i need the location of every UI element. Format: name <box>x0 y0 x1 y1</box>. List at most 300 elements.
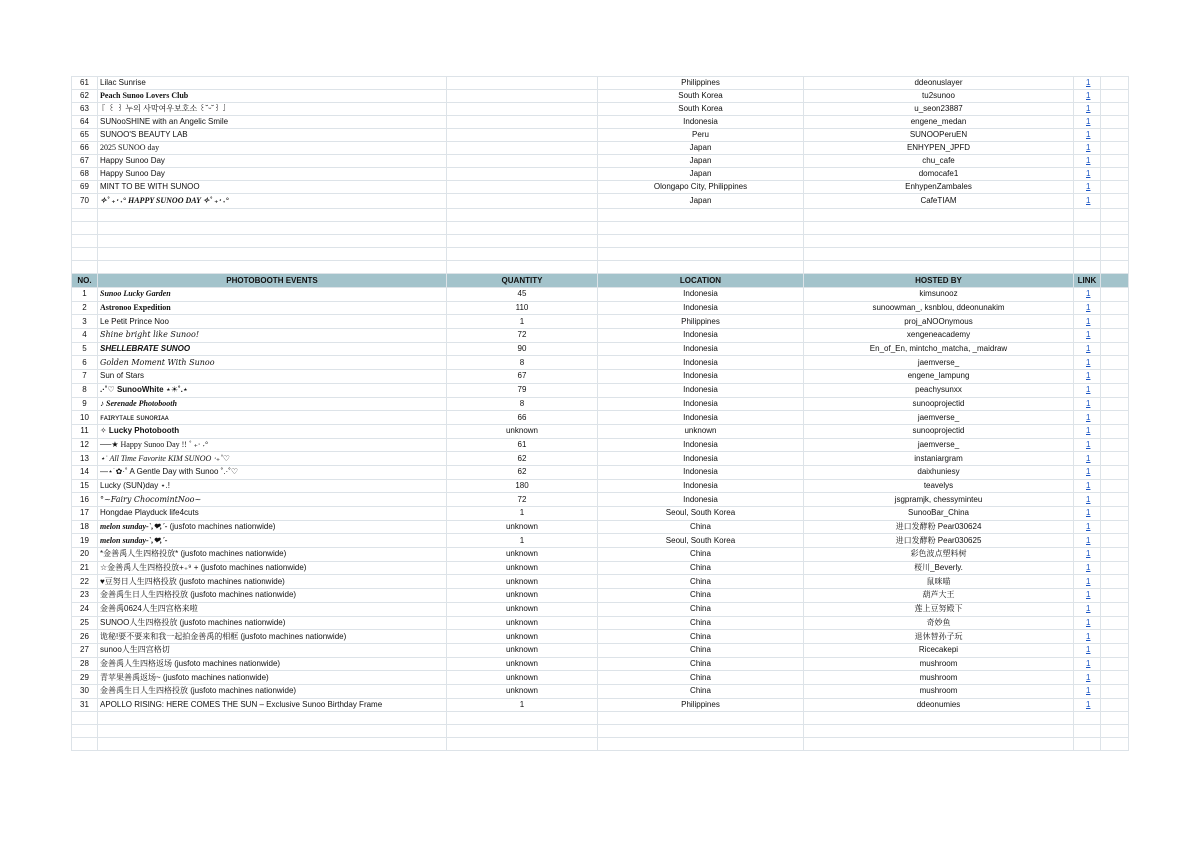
event-name <box>98 465 447 479</box>
blank-row <box>72 248 1129 261</box>
table-row <box>72 671 1129 685</box>
blank-row <box>72 235 1129 248</box>
event-name <box>98 643 447 657</box>
spreadsheet <box>71 76 1128 751</box>
empty-cell <box>1074 222 1101 235</box>
empty-cell <box>1101 315 1129 329</box>
link-cell <box>1074 288 1101 302</box>
quantity-cell: 62 <box>447 452 598 466</box>
table-row <box>72 181 1129 194</box>
table-row <box>72 370 1129 384</box>
event-link[interactable]: 1 <box>1086 156 1091 165</box>
row-number: 61 <box>72 77 98 90</box>
host-cell: 鼠咪喵 <box>804 575 1074 589</box>
link-cell <box>1074 168 1101 181</box>
empty-cell <box>1101 479 1129 493</box>
host-cell: instaniargram <box>804 452 1074 466</box>
host-cell: chu_cafe <box>804 155 1074 168</box>
row-number: 67 <box>72 155 98 168</box>
row-number: 13 <box>72 452 98 466</box>
event-link[interactable]: 1 <box>1086 631 1091 641</box>
event-name-text: 诡秘!要不要来和我一起拍金善禹的相框 (jusfoto machines nationwide) <box>100 631 347 641</box>
event-name-text: Le Petit Prince Noo <box>100 316 169 326</box>
link-cell <box>1074 561 1101 575</box>
event-link[interactable]: 1 <box>1086 398 1091 408</box>
table-row <box>72 465 1129 479</box>
empty-cell <box>1101 194 1129 209</box>
host-cell: daixhuniesy <box>804 465 1074 479</box>
row-number: 8 <box>72 383 98 397</box>
event-link[interactable]: 1 <box>1086 426 1091 436</box>
empty-cell <box>1101 493 1129 507</box>
event-name-text: ✧ Lucky Photobooth <box>100 426 180 436</box>
location-cell: Seoul, South Korea <box>598 534 804 548</box>
empty-cell <box>447 235 598 248</box>
event-name-text: 金善禹生日人生四格投放 (jusfoto machines nationwide) <box>100 590 297 600</box>
event-link[interactable]: 1 <box>1086 563 1091 573</box>
quantity-cell: unknown <box>447 575 598 589</box>
host-cell: ENHYPEN_JPFD <box>804 142 1074 155</box>
location-cell: Indonesia <box>598 452 804 466</box>
event-link[interactable]: 1 <box>1086 467 1091 477</box>
row-number: 25 <box>72 616 98 630</box>
empty-cell <box>98 261 447 274</box>
empty-cell <box>72 222 98 235</box>
event-link[interactable]: 1 <box>1086 699 1091 709</box>
header-link: LINK <box>1074 274 1101 288</box>
table-row <box>72 288 1129 302</box>
link-cell <box>1074 548 1101 562</box>
event-name <box>98 397 447 411</box>
event-link[interactable]: 1 <box>1086 303 1091 313</box>
row-number: 30 <box>72 684 98 698</box>
empty-cell <box>1101 589 1129 603</box>
event-name-text: 2025 SUNOO day <box>100 143 160 152</box>
location-cell: Japan <box>598 155 804 168</box>
event-name <box>98 520 447 534</box>
quantity-cell: 8 <box>447 356 598 370</box>
link-cell <box>1074 616 1101 630</box>
table-row <box>72 534 1129 548</box>
event-name-text: ♥豆努日人生四格投放 (jusfoto machines nationwide) <box>100 576 285 586</box>
empty-cell <box>72 261 98 274</box>
empty-cell <box>1101 129 1129 142</box>
location-cell: China <box>598 602 804 616</box>
event-link[interactable]: 1 <box>1086 143 1091 152</box>
photobooth-rows <box>72 288 1129 712</box>
event-name-text: melon sunday-`,❤,´- <box>100 522 168 532</box>
quantity-cell: 180 <box>447 479 598 493</box>
quantity-cell: unknown <box>447 520 598 534</box>
quantity-cell <box>447 103 598 116</box>
empty-cell <box>1101 534 1129 548</box>
event-name-text: ⋆˙ All Time Favorite KIM SUNOO ‧₊˚♡ <box>100 453 230 463</box>
event-link[interactable]: 1 <box>1086 169 1091 178</box>
host-cell: 进口发酵粉 Pear030624 <box>804 520 1074 534</box>
empty-cell <box>1101 142 1129 155</box>
table-row <box>72 129 1129 142</box>
row-number: 4 <box>72 329 98 343</box>
table-row <box>72 315 1129 329</box>
host-cell: SunooBar_China <box>804 507 1074 521</box>
event-link[interactable]: 1 <box>1086 576 1091 586</box>
location-cell: unknown <box>598 424 804 438</box>
row-number: 22 <box>72 575 98 589</box>
table-row <box>72 103 1129 116</box>
photobooth-header <box>72 274 1129 288</box>
location-cell: Indonesia <box>598 288 804 302</box>
event-name <box>98 479 447 493</box>
location-cell: China <box>598 561 804 575</box>
empty-cell <box>1101 630 1129 644</box>
empty-cell <box>447 209 598 222</box>
table-row <box>72 452 1129 466</box>
quantity-cell: 1 <box>447 534 598 548</box>
empty-cell <box>72 209 98 222</box>
quantity-cell: 67 <box>447 370 598 384</box>
event-name <box>98 411 447 425</box>
header-no: NO. <box>72 274 98 288</box>
quantity-cell: 62 <box>447 465 598 479</box>
quantity-cell <box>447 181 598 194</box>
event-link[interactable]: 1 <box>1086 535 1091 545</box>
location-cell: Indonesia <box>598 370 804 384</box>
empty-cell <box>1101 684 1129 698</box>
row-number: 31 <box>72 698 98 712</box>
quantity-cell: unknown <box>447 602 598 616</box>
event-name-text: 金善禹人生四格返场 (jusfoto machines nationwide) <box>100 658 281 668</box>
event-name <box>98 698 447 712</box>
event-link[interactable]: 1 <box>1086 508 1091 518</box>
empty-cell <box>1101 575 1129 589</box>
empty-cell <box>447 222 598 235</box>
host-cell: 进口发酵粉 Pear030625 <box>804 534 1074 548</box>
host-cell: EnhypenZambales <box>804 181 1074 194</box>
event-link[interactable]: 1 <box>1086 494 1091 504</box>
link-cell <box>1074 602 1101 616</box>
event-link[interactable]: 1 <box>1086 117 1091 126</box>
link-cell <box>1074 493 1101 507</box>
empty-cell <box>1101 288 1129 302</box>
event-name-text: *金善禹人生四格投放* (jusfoto machines nationwide) <box>100 549 287 559</box>
link-cell <box>1074 383 1101 397</box>
link-cell <box>1074 411 1101 425</box>
host-cell: mushroom <box>804 684 1074 698</box>
host-cell: 退休替孙子玩 <box>804 630 1074 644</box>
link-cell <box>1074 698 1101 712</box>
empty-cell <box>1101 452 1129 466</box>
quantity-cell: unknown <box>447 643 598 657</box>
event-name <box>98 329 447 343</box>
event-name <box>98 90 447 103</box>
quantity-cell <box>447 77 598 90</box>
link-cell <box>1074 671 1101 685</box>
link-cell <box>1074 684 1101 698</box>
empty-cell <box>1101 520 1129 534</box>
table-row <box>72 520 1129 534</box>
event-name-text: 『 ꒰ ꒱ 누의 사막여우보호소 ꒰˘ᵕ˘꒱』 <box>100 104 227 113</box>
row-number: 29 <box>72 671 98 685</box>
location-cell: China <box>598 657 804 671</box>
event-name-text: Hongdae Playduck life4cuts <box>100 508 199 518</box>
row-number: 20 <box>72 548 98 562</box>
table-row <box>72 602 1129 616</box>
event-link[interactable]: 1 <box>1086 453 1091 463</box>
event-link[interactable]: 1 <box>1086 371 1091 381</box>
empty-cell <box>98 222 447 235</box>
event-name <box>98 684 447 698</box>
quantity-cell <box>447 155 598 168</box>
link-cell <box>1074 657 1101 671</box>
empty-cell <box>1101 261 1129 274</box>
row-number: 17 <box>72 507 98 521</box>
event-name-text: Peach Sunoo Lovers Club <box>100 91 189 100</box>
host-cell: ddeonumies <box>804 698 1074 712</box>
location-cell: Indonesia <box>598 356 804 370</box>
location-cell: South Korea <box>598 90 804 103</box>
quantity-cell: 45 <box>447 288 598 302</box>
quantity-cell: unknown <box>447 657 598 671</box>
event-link[interactable]: 1 <box>1086 78 1091 87</box>
event-link[interactable]: 1 <box>1086 357 1091 367</box>
location-cell: China <box>598 548 804 562</box>
host-cell: jaemverse_ <box>804 356 1074 370</box>
quantity-cell: unknown <box>447 589 598 603</box>
empty-cell <box>447 261 598 274</box>
event-name-text: 青苹果善禹返场~ (jusfoto machines nationwide) <box>100 672 269 682</box>
event-name <box>98 575 447 589</box>
previous-events-rows <box>72 77 1129 209</box>
host-cell: Ricecakepi <box>804 643 1074 657</box>
host-cell: engene_medan <box>804 116 1074 129</box>
host-cell: mushroom <box>804 671 1074 685</box>
event-name-text: APOLLO RISING: HERE COMES THE SUN – Exclusive Sunoo Birthday Frame <box>100 699 383 709</box>
event-link[interactable]: 1 <box>1086 344 1091 354</box>
empty-cell <box>98 725 447 738</box>
event-name-text: °~Fairy ChocomintNoo~ <box>100 494 202 504</box>
event-link[interactable]: 1 <box>1086 686 1091 696</box>
event-link[interactable]: 1 <box>1086 658 1091 668</box>
event-link[interactable]: 1 <box>1086 91 1091 100</box>
table-row <box>72 548 1129 562</box>
quantity-cell <box>447 142 598 155</box>
table-row <box>72 643 1129 657</box>
event-link[interactable]: 1 <box>1086 672 1091 682</box>
empty-cell <box>598 248 804 261</box>
event-name <box>98 383 447 397</box>
empty-cell <box>1101 738 1129 751</box>
event-link[interactable]: 1 <box>1086 385 1091 395</box>
row-number: 70 <box>72 194 98 209</box>
table-row <box>72 575 1129 589</box>
event-name <box>98 194 447 209</box>
row-number: 15 <box>72 479 98 493</box>
link-cell <box>1074 370 1101 384</box>
event-link[interactable]: 1 <box>1086 549 1091 559</box>
empty-cell <box>1074 712 1101 725</box>
event-name <box>98 77 447 90</box>
event-name <box>98 452 447 466</box>
row-number: 26 <box>72 630 98 644</box>
link-cell <box>1074 194 1101 209</box>
event-link[interactable]: 1 <box>1086 439 1091 449</box>
event-name <box>98 288 447 302</box>
event-name-text: SUNOO'S BEAUTY LAB <box>100 130 188 139</box>
event-name-extra: (jusfoto machines nationwide) <box>167 522 276 532</box>
empty-cell <box>98 248 447 261</box>
event-name-text: ☆金善禹人生四格投放+₊⁹ + (jusfoto machines nationwide) <box>100 563 307 573</box>
quantity-cell: unknown <box>447 548 598 562</box>
table-row <box>72 424 1129 438</box>
row-number: 28 <box>72 657 98 671</box>
quantity-cell <box>447 90 598 103</box>
empty-cell <box>1101 116 1129 129</box>
empty-cell <box>804 725 1074 738</box>
event-name <box>98 315 447 329</box>
empty-cell <box>1101 356 1129 370</box>
host-cell: sunooprojectid <box>804 397 1074 411</box>
event-name <box>98 142 447 155</box>
link-cell <box>1074 534 1101 548</box>
quantity-cell <box>447 129 598 142</box>
quantity-cell <box>447 194 598 209</box>
event-name-text: melon sunday-`,❤,´- <box>100 535 168 545</box>
quantity-cell: 79 <box>447 383 598 397</box>
location-cell: China <box>598 520 804 534</box>
link-cell <box>1074 397 1101 411</box>
location-cell: Indonesia <box>598 493 804 507</box>
empty-cell <box>1101 397 1129 411</box>
link-cell <box>1074 643 1101 657</box>
quantity-cell: 1 <box>447 698 598 712</box>
quantity-cell: unknown <box>447 424 598 438</box>
event-name <box>98 370 447 384</box>
event-link[interactable]: 1 <box>1086 196 1091 205</box>
table-row <box>72 493 1129 507</box>
empty-cell <box>1101 725 1129 738</box>
host-cell: ddeonuslayer <box>804 77 1074 90</box>
link-cell <box>1074 77 1101 90</box>
host-cell: domocafe1 <box>804 168 1074 181</box>
row-number: 7 <box>72 370 98 384</box>
quantity-cell: unknown <box>447 616 598 630</box>
location-cell: China <box>598 575 804 589</box>
empty-cell <box>1101 712 1129 725</box>
row-number: 23 <box>72 589 98 603</box>
empty-cell <box>1074 248 1101 261</box>
event-name-text: ✧˚ ₊‧ ˖° HAPPY SUNOO DAY ✧˚ ₊‧ ˖° <box>100 196 229 205</box>
event-link[interactable]: 1 <box>1086 330 1091 340</box>
event-link[interactable]: 1 <box>1086 130 1091 139</box>
event-link[interactable]: 1 <box>1086 590 1091 600</box>
location-cell: Peru <box>598 129 804 142</box>
header-quantity: QUANTITY <box>447 274 598 288</box>
event-link[interactable]: 1 <box>1086 604 1091 614</box>
event-name-text: ♪ Serenade Photobooth <box>100 398 177 408</box>
empty-cell <box>1101 657 1129 671</box>
link-cell <box>1074 479 1101 493</box>
host-cell: CafeTIAM <box>804 194 1074 209</box>
event-name-text: .·˚♡ SunooWhite ⋆☀˚.⋆ <box>100 385 188 395</box>
empty-cell <box>1101 329 1129 343</box>
empty-cell <box>1101 383 1129 397</box>
event-name <box>98 168 447 181</box>
host-cell: engene_lampung <box>804 370 1074 384</box>
table-row <box>72 589 1129 603</box>
location-cell: Indonesia <box>598 397 804 411</box>
table-row <box>72 329 1129 343</box>
event-link[interactable]: 1 <box>1086 104 1091 113</box>
link-cell <box>1074 465 1101 479</box>
location-cell: Philippines <box>598 698 804 712</box>
header-location: LOCATION <box>598 274 804 288</box>
empty-cell <box>447 248 598 261</box>
empty-cell <box>1101 90 1129 103</box>
host-cell: peachysunxx <box>804 383 1074 397</box>
event-link[interactable]: 1 <box>1086 182 1091 191</box>
event-name-text: Sunoo Lucky Garden <box>100 289 171 299</box>
empty-cell <box>804 712 1074 725</box>
empty-cell <box>1101 438 1129 452</box>
quantity-cell: unknown <box>447 561 598 575</box>
sheet-table <box>71 76 1129 751</box>
empty-cell <box>1101 168 1129 181</box>
empty-cell <box>1101 698 1129 712</box>
spacer-rows <box>72 209 1129 274</box>
event-link[interactable]: 1 <box>1086 645 1091 655</box>
host-cell: 桜川_Beverly. <box>804 561 1074 575</box>
empty-cell <box>98 712 447 725</box>
location-cell: China <box>598 684 804 698</box>
row-number: 12 <box>72 438 98 452</box>
table-row <box>72 561 1129 575</box>
location-cell: South Korea <box>598 103 804 116</box>
host-cell: jaemverse_ <box>804 438 1074 452</box>
event-name <box>98 561 447 575</box>
empty-cell <box>1101 222 1129 235</box>
location-cell: China <box>598 616 804 630</box>
row-number: 9 <box>72 397 98 411</box>
location-cell: Olongapo City, Philippines <box>598 181 804 194</box>
event-link[interactable]: 1 <box>1086 289 1091 299</box>
empty-cell <box>1101 155 1129 168</box>
host-cell: 彩色波点塑料树 <box>804 548 1074 562</box>
empty-cell <box>447 738 598 751</box>
empty-cell <box>598 261 804 274</box>
host-cell: u_seon23887 <box>804 103 1074 116</box>
row-number: 63 <box>72 103 98 116</box>
event-name-text: Happy Sunoo Day <box>100 169 165 178</box>
link-cell <box>1074 452 1101 466</box>
quantity-cell: 1 <box>447 315 598 329</box>
location-cell: Indonesia <box>598 329 804 343</box>
event-link[interactable]: 1 <box>1086 316 1091 326</box>
event-link[interactable]: 1 <box>1086 412 1091 422</box>
empty-cell <box>1101 424 1129 438</box>
event-link[interactable]: 1 <box>1086 522 1091 532</box>
event-name-text: 金善禹0624人生四宫格来啦 <box>100 604 198 614</box>
host-cell: xengeneacademy <box>804 329 1074 343</box>
event-link[interactable]: 1 <box>1086 617 1091 627</box>
event-link[interactable]: 1 <box>1086 480 1091 490</box>
empty-cell <box>72 738 98 751</box>
event-name-text: ꜰᴀɪʀʏᴛᴀʟᴇ ꜱᴜɴᴏʀɪᴀᴀ <box>100 412 169 422</box>
empty-cell <box>72 248 98 261</box>
empty-cell <box>804 261 1074 274</box>
event-name <box>98 507 447 521</box>
link-cell <box>1074 438 1101 452</box>
quantity-cell: 66 <box>447 411 598 425</box>
